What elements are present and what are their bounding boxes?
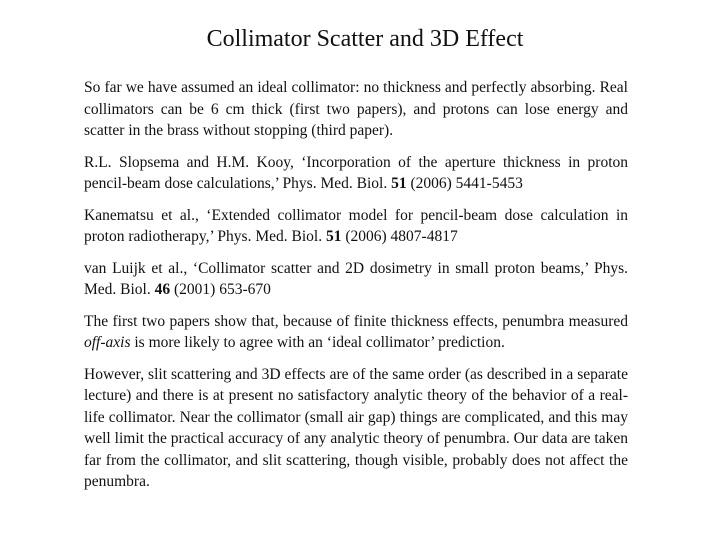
- reference-kanematsu: [84, 205, 628, 248]
- intro-paragraph: So far we have assumed an ideal collimator: no thickness and perfectly absorbing. Real collimators can be 6 cm thick (first two papers), and protons can lose energy and scatter in the brass without stopping (third paper).: [84, 79, 628, 139]
- reference-slopsema: [84, 152, 628, 195]
- reference-volume: 51: [391, 175, 407, 192]
- reference-text: van Luijk et al., ‘Collimator scatter and 2D dosimetry in small proton beams,’ Phys. Med. Biol.: [84, 259, 628, 298]
- conclusion-text-after: is more likely to agree with an ‘ideal collimator’ prediction.: [130, 334, 505, 351]
- reference-volume: 46: [154, 281, 171, 298]
- slide-body: [84, 77, 628, 503]
- reference-van-luijk: [84, 258, 628, 301]
- slide-title: Collimator Scatter and 3D Effect: [206, 26, 524, 52]
- reference-text: Kanematsu et al., ‘Extended collimator model for pencil-beam dose calculation in proton radiotherapy,’ Phys. Med. Biol.: [84, 206, 628, 245]
- reference-pages: (2001) 653-670: [170, 281, 271, 298]
- off-axis-emphasis: off-axis: [84, 334, 131, 351]
- conclusion-text-before: The first two papers show that, because of finite thickness effects, penumbra measured: [84, 312, 628, 330]
- conclusion-paragraph: [84, 311, 628, 354]
- slit-scattering-paragraph: However, slit scattering and 3D effects are of the same order (as described in a separate lecture) and there is at present no satisfactory analytic theory of the behavior of a real-life collimator. Near the collimator (small air gap) things are complicated, and this may well limit the practical accuracy of any analytic theory of penumbra. Our data are taken far from the collimator, and slit scattering, though visible, probably does not affect the penumbra.: [84, 365, 628, 490]
- reference-volume: 51: [325, 228, 342, 245]
- reference-pages: (2006) 5441-5453: [406, 175, 523, 192]
- reference-pages: (2006) 4807-4817: [341, 228, 458, 245]
- reference-text: R.L. Slopsema and H.M. Kooy, ‘Incorporation of the aperture thickness in proton pencil-beam dose calculations,’ Phys. Med. Biol.: [84, 153, 628, 192]
